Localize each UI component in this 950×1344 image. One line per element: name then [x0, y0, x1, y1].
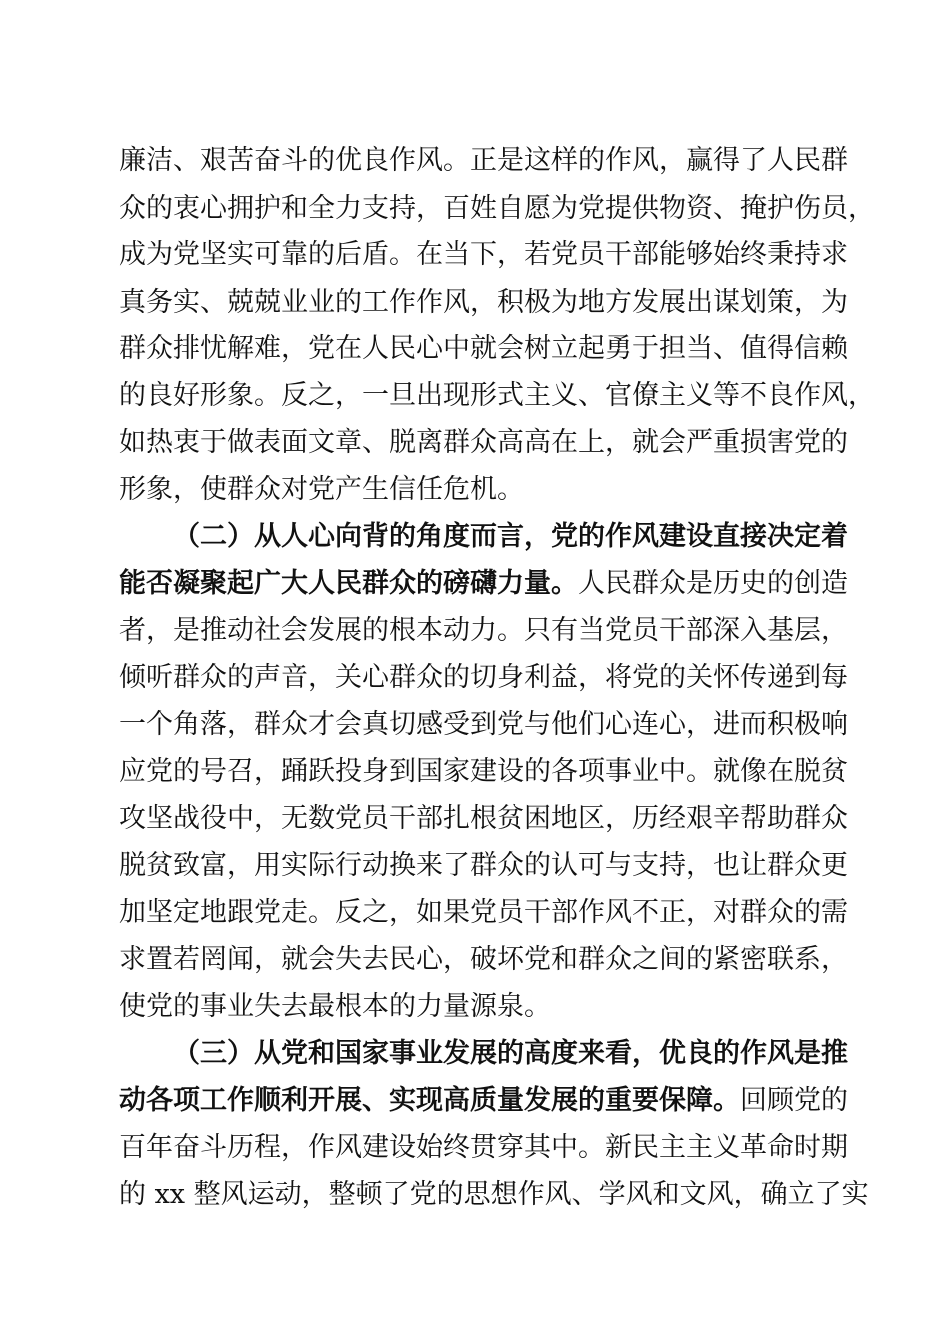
paragraph-2-line-2-tail: 人民群众是历史的创造 — [578, 568, 848, 599]
paragraph-3-line-4: 的 xx 整风运动，整顿了党的思想作风、学风和文风，确立了实 — [119, 1179, 869, 1210]
paragraph-3-line-2-tail: 回顾党的 — [740, 1085, 848, 1116]
paragraph-1-line-5: 群众排忧解难，党在人民心中就会树立起勇于担当、值得信赖 — [119, 333, 848, 364]
paragraph-1-line-2: 众的衷心拥护和全力支持，百姓自愿为党提供物资、掩护伤员， — [119, 193, 875, 224]
paragraph-2-line-7: 攻坚战役中，无数党员干部扎根贫困地区，历经艰辛帮助群众 — [119, 803, 848, 834]
paragraph-2-line-11: 使党的事业失去最根本的力量源泉。 — [119, 991, 551, 1022]
paragraph-1-line-1: 廉洁、艰苦奋斗的优良作风。正是这样的作风，赢得了人民群 — [119, 145, 848, 176]
paragraph-2-line-2 — [119, 564, 848, 604]
paragraph-3-heading-line-2: 动各项工作顺利开展、实现高质量发展的重要保障。 — [119, 1085, 740, 1116]
paragraph-2-line-10: 求置若罔闻，就会失去民心，破坏党和群众之间的紧密联系， — [119, 944, 848, 975]
paragraph-2-line-5: 一个角落，群众才会真切感受到党与他们心连心，进而积极响 — [119, 709, 848, 740]
paragraph-3-heading-line-1: （三）从党和国家事业发展的高度来看，优良的作风是推 — [173, 1038, 848, 1069]
paragraph-2-heading-line-1: （二）从人心向背的角度而言，党的作风建设直接决定着 — [173, 521, 848, 552]
paragraph-1-line-8: 形象，使群众对党产生信任危机。 — [119, 474, 524, 505]
paragraph-2-line-9: 加坚定地跟党走。反之，如果党员干部作风不正，对群众的需 — [119, 897, 848, 928]
paragraph-2-line-3: 者，是推动社会发展的根本动力。只有当党员干部深入基层， — [119, 615, 848, 646]
paragraph-2-line-4: 倾听群众的声音，关心群众的切身利益，将党的关怀传递到每 — [119, 662, 848, 693]
paragraph-1-line-4: 真务实、兢兢业业的工作作风，积极为地方发展出谋划策，为 — [119, 287, 848, 318]
paragraph-3-line-2 — [119, 1081, 848, 1121]
paragraph-2-line-8: 脱贫致富，用实际行动换来了群众的认可与支持，也让群众更 — [119, 850, 848, 881]
paragraph-1-line-6: 的良好形象。反之，一旦出现形式主义、官僚主义等不良作风， — [119, 380, 875, 411]
paragraph-2-heading-line-2: 能否凝聚起广大人民群众的磅礴力量。 — [119, 568, 578, 599]
paragraph-2-line-6: 应党的号召，踊跃投身到国家建设的各项事业中。就像在脱贫 — [119, 756, 848, 787]
paragraph-3-line-3: 百年奋斗历程，作风建设始终贯穿其中。新民主主义革命时期 — [119, 1132, 848, 1163]
paragraph-1-line-3: 成为党坚实可靠的后盾。在当下，若党员干部能够始终秉持求 — [119, 239, 848, 270]
paragraph-1-line-7: 如热衷于做表面文章、脱离群众高高在上，就会严重损害党的 — [119, 427, 848, 458]
